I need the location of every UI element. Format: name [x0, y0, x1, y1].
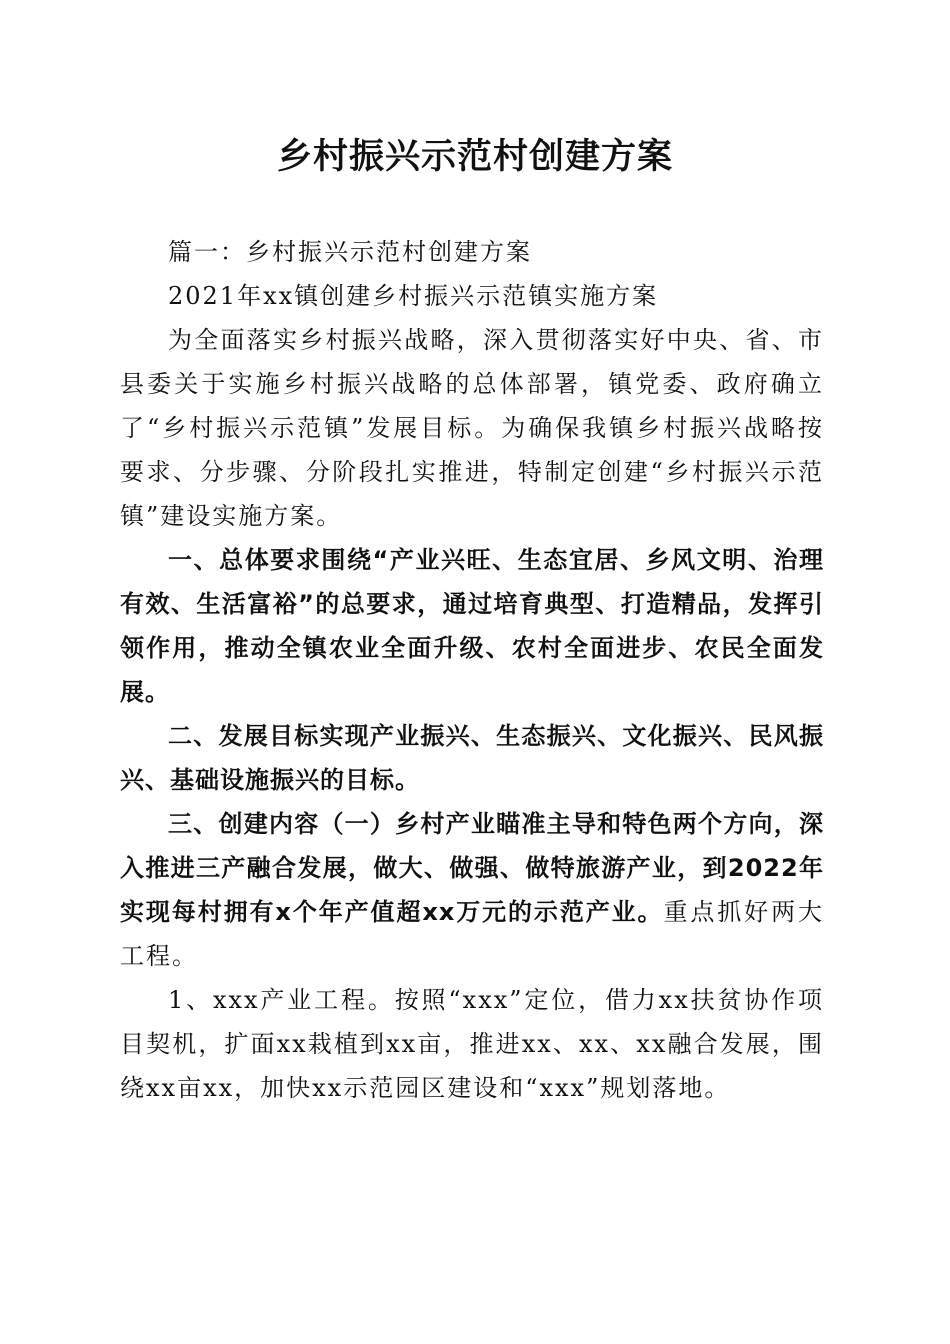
section-general-requirements: 一、总体要求围绕“产业兴旺、生态宜居、乡风文明、治理有效、生活富裕”的总要求，通过培育典型、打造精品，发挥引领作用，推动全镇农业全面升级、农村全面进步、农民全面发展。: [120, 546, 824, 706]
intro-paragraph: 为全面落实乡村振兴战略，深入贯彻落实好中央、省、市县委关于实施乡村振兴战略的总体部署，镇党委、政府确立了“乡村振兴示范镇”发展目标。为确保我镇乡村振兴战略按要求、分步骤、分阶段扎实推进，特制定创建“乡村振兴示范镇”建设实施方案。: [120, 326, 824, 530]
plan-subtitle: 2021年xx镇创建乡村振兴示范镇实施方案: [168, 282, 659, 310]
section-creation-content-bold: 三、创建内容（一）乡村产业瞄准主导和特色两个方向，深入推进三产融合发展，做大、做强、做特旅游产业，到2022年实现每村拥有x个年产值超xx万元的示范产业。: [120, 810, 824, 926]
document-body: [120, 230, 824, 1110]
document-title: 乡村振兴示范村创建方案: [276, 136, 673, 177]
section-creation-content: [120, 802, 824, 978]
section-creation-content-tail: 重点抓好两大工程。: [120, 898, 824, 970]
section-development-goals: 二、发展目标实现产业振兴、生态振兴、文化振兴、民风振兴、基础设施振兴的目标。: [120, 722, 824, 794]
industry-project-paragraph: 1、xxx产业工程。按照“xxx”定位，借力xx扶贫协作项目契机，扩面xx栽植到xx亩，推进xx、xx、xx融合发展，围绕xx亩xx，加快xx示范园区建设和“xxx”规划落地。: [120, 986, 824, 1102]
chapter-label: 篇一：乡村振兴示范村创建方案: [168, 238, 532, 266]
